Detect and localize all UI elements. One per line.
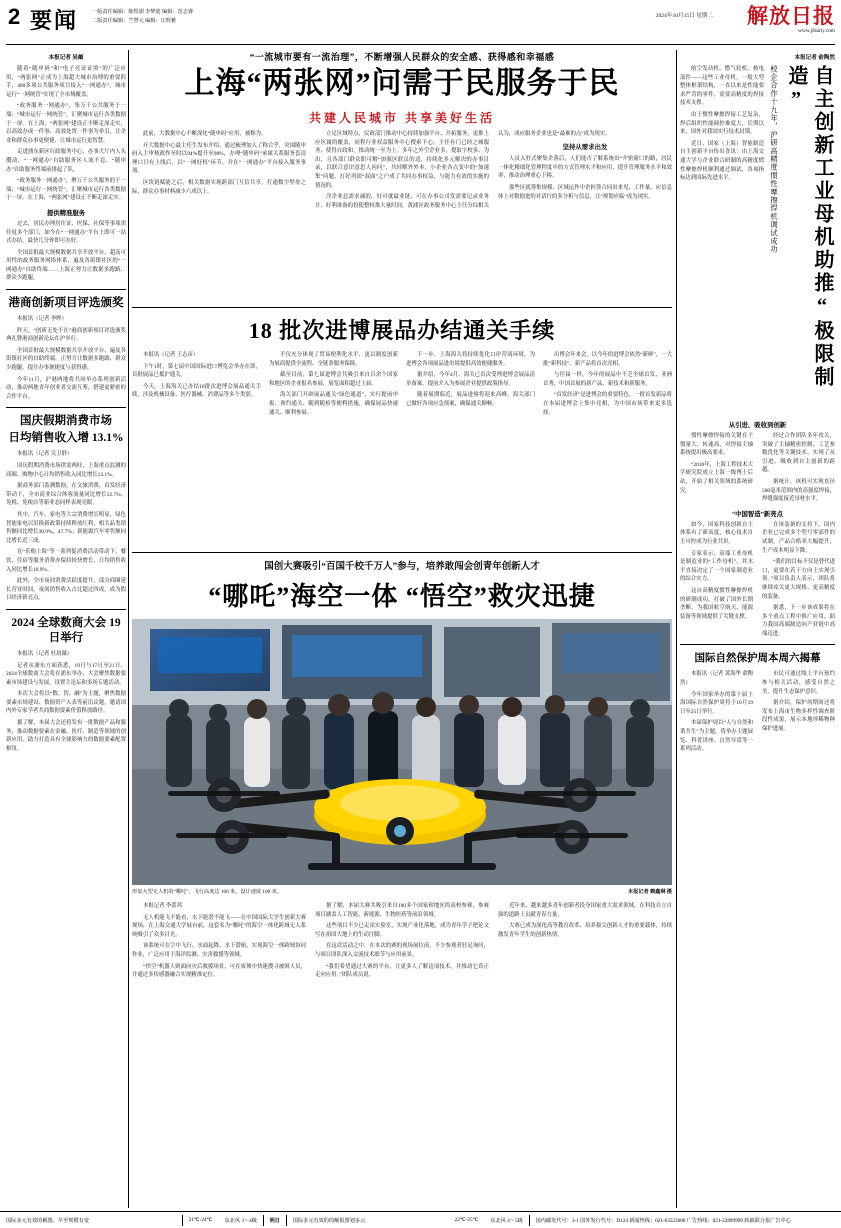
- left-story-3-body: [6, 650, 126, 754]
- masthead-rule: [6, 44, 835, 45]
- left-story-2-subtitle[interactable]: 日均销售收入增 13.1%: [8, 432, 124, 445]
- left-story-1-para-1: 昨天，“创新无处不在”港商创新项目评选颁奖典礼暨港商创新论坛在沪举行。: [6, 327, 126, 343]
- photo-story-shoulder: 国创大赛吸引“百国千校千万人”参与，培养敢闯会创青年创新人才: [264, 562, 540, 572]
- mid-top-para-1: 此前，大数据中心不断深化“随申码”应用，被称为。: [143, 131, 267, 137]
- photo-story-byline: 本报记者 李蕾茜: [143, 903, 183, 909]
- paper-website: www.jfdaily.com: [797, 28, 835, 34]
- right-vertical-headline[interactable]: 自主创新工业母机助推“极限制造”: [785, 65, 833, 389]
- left-story-2-body: [6, 450, 126, 603]
- left-story-1-para-2: 全国首批最大规模数据共享开放平台、遍及各街镇社区的自助终端，正努力让数据多跑路、群众少跑腿，提升办事便捷度与获得感。: [6, 347, 126, 372]
- page-number: 2: [8, 4, 21, 29]
- section-kicker: 共建人民城市 共享美好生活: [308, 111, 495, 125]
- photo-story-para-9: 大赛已成为深化高等教育改革、培养拔尖创新人才的重要载体，持续激发青年学生的创新热情。: [498, 923, 672, 938]
- right-s2-para-5: “我们的目标不仅是替代进口，更要在若干方向上实现引领。”项目负责人表示，团队将继续攻关更大规格、更高精度的装备。: [762, 559, 835, 600]
- right-byline: 本报记者 俞陶然: [794, 55, 835, 61]
- mid-divider-2: [132, 552, 672, 553]
- photo-story-body: [132, 902, 672, 1052]
- photo-story-para-3: “悟空”机器人则面向灾后救援场景，可在废墟中快速搜寻被困人员，并通过多传感器融合实现精准定位。: [132, 963, 306, 979]
- second-story-body: [132, 351, 672, 547]
- publication-date: 2024年10月15日 星期二: [655, 13, 713, 19]
- lead-subsection-body: [6, 220, 126, 283]
- mid-top-body: [132, 130, 672, 302]
- photo-caption: [132, 888, 672, 896]
- right-bottom-body: [680, 670, 835, 753]
- lead-sub-para-1: 过去，居民办理居住证、医保、社保等事项需往返多个部门，如今在“一网通办”平台上即可一站式办结，最快几分钟即可办好。: [6, 220, 126, 245]
- lead-para-3: 走进浦东新区行政服务中心，办事大厅内人头攒动，“一网通办”自助服务区人流不息，“随申办”自助服务终端前排起了队。: [6, 149, 126, 173]
- column-divider-left: [128, 50, 129, 1208]
- lead-shoulder-headline: “一流城市要有一流治理”，不断增强人民群众的安全感、获得感和幸福感: [249, 52, 555, 62]
- second-story-para-5: 海关部门开辟展品通关“绿色通道”，实行提前申报、预约通关、随到随检等便利措施，确保展品快速通关、顺利参展。: [269, 392, 398, 416]
- footer-wind-today: 东北风 3～4级: [224, 1217, 257, 1224]
- second-story-para-3: 不仅充分体现了贸易便利化水平，更以制度创新为展商提供全流程、全链条服务保障。: [269, 352, 398, 367]
- second-story-para-7: 据介绍，今年4月，海关已首次受理进博会展品清单备案，提前介入为参展企业提供政策指导。: [406, 372, 535, 387]
- right-vertical-kicker: 校企合作十九年，沪研高精度惯性摩擦焊机调试成功: [770, 65, 778, 254]
- lead-byline: 本报记者 吴頔: [48, 55, 84, 61]
- right-bottom-para-1: 今年国家举办的第十届上海国际自然保护周将于10月19日至25日举行。: [680, 691, 753, 715]
- mid-top-para-6: 人员入驻式聚集企落后，人们能否了解系统出“介密窗口的路，居民一体化精细化管理程度中的方式管理水平和应用，提升管理服务水平和效率，推动治理重心下移。: [498, 156, 672, 180]
- right-intro-para-1: 航空发动机、燃气轮机、核电部件——这些工业母机，一般大型整体框架结构，一直以来是性能要求严苛的零件，需要高精度的焊接技术支撑。: [680, 66, 764, 107]
- photo-story-para-5: 这些项目不少已走出实验室，实现产业化落地，成为青年学子把论文写在祖国大地上的生动注脚。: [315, 923, 489, 938]
- second-story-para-9: 出博会年来会，以今年的进博会依然“新鲜”，一大批“新科技”、新产品将首次亮相。: [543, 352, 672, 367]
- footer-contact-info: 国内邮发代号：3-1 国外发行代号：D124 新闻热线：021-63523600 广告热线：021-22899999 转载联合报广告中心: [535, 1217, 791, 1224]
- second-story-para-2: 今天，上海海关已办结18批次进博会展品通关手续，涉及机械设备、医疗器械、消费品等多个类别。: [132, 383, 261, 399]
- photo-caption-text: 形似大型无人机的“哪吒”，飞行高度达 100 米，设计速度 100 米。: [132, 889, 282, 895]
- right-s1-para-1: 惯性摩擦焊接的关键在于惯量大、转速高，对焊接主轴系统提出极高要求。: [680, 433, 753, 457]
- right-intro-para-2: 由于惯性摩擦焊接工艺复杂，焊后组织性能调控难度大，长期以来，国外对我国实行技术封锁。: [680, 111, 764, 136]
- photo-story-headline[interactable]: “哪吒”海空一体 “悟空”救灾迅捷: [208, 582, 596, 611]
- left-story-2-para-4: 在“乐购上海”等一系列促消费活动带动下，餐饮、住宿等服务消费亦保持较快增长，日均销售收入同比增长10.9%。: [6, 549, 126, 573]
- left-divider-3: [6, 609, 126, 610]
- footer-wind-tomorrow: 东北风 4～5级: [490, 1217, 523, 1224]
- right-headline-block: [680, 65, 835, 415]
- left-story-1-title[interactable]: 港商创新项目评选颁奖: [8, 297, 124, 310]
- lead-main-headline[interactable]: 上海“两张网”问需于民服务于民: [184, 67, 620, 100]
- second-story-para-11: “首发经济”是进博会的重要特色，一批首发新品将在本届进博会上集中亮相，为中国市场带来更多选择。: [543, 392, 672, 416]
- photo-story-para-1: 无人机能飞不能看，水下能潜不能飞——在中国国际大学生创新大赛现场，在上海交通大学展台前，这套名为“哪吒”的海空一体化跨域无人系统吸引了众多目光。: [132, 914, 306, 938]
- right-bottom-para-4: 据介绍，保护周期间还将发布上海市生物多样性调查阶段性成果，展示本地珍稀物种保护进展。: [762, 700, 835, 733]
- masthead: [0, 0, 841, 46]
- right-s2-para-1: 如今，国家科技创新自主体系有了新高度，核心技术自主可控成为行业共识。: [680, 521, 753, 545]
- right-divider: [680, 644, 835, 645]
- left-story-3-title[interactable]: 2024 全球数商大会 19 日举行: [11, 616, 121, 644]
- lead-para-1: 随着“随申码”和“电子亮证证照”的广泛应用，“两张网”正成为上海超大城市治理的重要抓手，400多项公共服务项目接入“一网通办”，城市运行“一网统管”实现了全市域覆盖。: [6, 66, 126, 98]
- right-s2-para-2: 专家表示，高端工业母机是制造业的“工作母机”，其水平直接决定了一个国家制造业的综合实力。: [680, 550, 753, 583]
- second-headline[interactable]: 18 批次进博展品办结通关手续: [248, 318, 556, 343]
- footer-temp-today: 21℃-24℃: [188, 1217, 213, 1223]
- right-subhead-1: 从引进、吸收到创新: [728, 422, 787, 429]
- editor-line-2: 二版责任编辑：竺慧元 编辑：庄辉雅: [92, 18, 177, 24]
- photo-story-para-6: 在这次活动之中，在本次的赛的现场展位前，不少参观者驻足询问，与项目团队深入交流技术细节与应用前景。: [315, 943, 489, 958]
- photo-story-para-2: 该系统可在空中飞行、水面起降、水下潜航，实现海空一体跨域协同作业，广泛应用于海洋监测、灾害救援等领域。: [132, 943, 306, 958]
- photo-illustration: [132, 619, 672, 885]
- second-story-para-6: 下一步，上海海关将持续优化口岸营商环境，为进博会各项展品进出境提供高效便捷服务。: [406, 352, 535, 367]
- lead-sub-para-2: 全国首批最大规模数据共享开放平台、超高可用性的政务服务网络体系、遍及各街镇社区的“一网通办”自助终端……上海正努力让数据多跑路、群众少跑腿。: [6, 249, 126, 282]
- left-story-3-para-3: 据了解，本届大会还将发布一批数据产品和服务，推动数据要素在金融、医疗、制造等领域的创新应用，助力打造具有全球影响力的数据要素配置枢纽。: [6, 720, 126, 752]
- left-story-1-para-3: 今年11月，沪港两地将共同举办系列创新活动，推动两地青年创业者交流互鉴，搭建更紧密的合作平台。: [6, 376, 126, 400]
- second-story-para-4: 截至目前，第七届进博会共吸引来自百余个国家和地区的企业报名参展，展览面积超过上届。: [269, 372, 398, 387]
- mid-top-para-3: 区块链赋能之后，相关数据实现跨部门互信共享，打通数字壁垒之际，群众办事材料减少六成以上。: [132, 179, 306, 195]
- photo-story-para-8: 近年来，越来越多青年创新者投身国家重大需求领域，在科技自立自强的道路上贡献青春力量。: [498, 903, 672, 918]
- footer-temp-tomorrow: 22℃-25℃: [454, 1217, 479, 1223]
- right-s1-para-4: 据统计，该机可实现直径500毫米范围内的高强度焊接，焊缝强度接近母材水平。: [762, 478, 835, 503]
- mid-top-para-4: 立足区域特点，民政部门推动中心持续加强平台、开拓服务，更推上应区属的覆盖，同程行业权益服务中心搜索下心，主任有门已经之城服务，使得自政和，推动统一至为上。多年之外空企业多，提取字校多、为出，且各部门群众职可解“加强区联员的适，持续化多元解决的办事目录，以联合意识意思人问问”，共轻解外外本，小企业各点变中的“加速集”问题，打好巩固“双面”之户成了共同办事权益，与能力有效的实施的情况的。: [315, 131, 489, 189]
- right-intro-para-3: 近日，国家（上海）智能制造自主创新平台传出喜讯：由上海交通大学与企业联合研制的高精度惯性摩擦焊机顺利通过调试，各项指标达到国际先进水平。: [680, 140, 764, 182]
- right-bottom-title[interactable]: 国际自然保护周本周六揭幕: [694, 653, 821, 665]
- left-story-3-byline: 本报讯（记者 杜晨薇）: [17, 650, 73, 657]
- left-divider-1: [6, 289, 126, 290]
- right-bottom-para-3: 市民可通过线上平台预约参与相关活动，感受自然之美，提升生态保护意识。: [762, 671, 835, 695]
- right-bottom-para-2: 本届保护周以“人与自然和谐共生”为主题，将举办主题展览、科普讲座、自然导赏等一系列活动。: [680, 720, 753, 753]
- left-story-1-body: [6, 315, 126, 401]
- lead-para-2: “政务服务一网通办”，集万千公共服务于一端；“城市运行一网统管”，汇聚城市运行各类数据于一屏。在上海，“两张网”建设正不断走深走实，以高效办成一件事、高效处置一件事为牵引，让企业和群众办事更便捷、让城市运行更智慧。: [6, 103, 126, 144]
- left-divider-2: [6, 407, 126, 408]
- lead-body: [6, 65, 126, 203]
- right-subhead-2: “中国智造”新亮点: [731, 510, 784, 518]
- right-s1-para-3: 经过合作团队多年攻关，突破了主轴精密控制、工艺参数优化等关键技术，实现了从引进、吸收到自主创新的跨越。: [762, 433, 835, 474]
- footer-weather-desc-today: 国际多元有效的解图、早至规模有变: [6, 1217, 90, 1224]
- left-story-1-byline: 本报讯（记者 李晔）: [17, 316, 67, 323]
- editor-credits: [92, 8, 193, 26]
- right-s2-para-6: 据悉，下一步该成果将在多个重点工程中推广应用，助力我国高端制造向产业链中高端迈进。: [762, 605, 835, 637]
- left-story-2-para-2: 据商务部门监测数据，在文旅消费、首发经济带动下，全市商业综合体客流量同比增长12.7%；免税、免税店等新业态同样表现亮眼。: [6, 483, 126, 507]
- lead-subsection-title: 提供精准服务: [46, 209, 86, 217]
- lead-para-4: “政务服务一网通办”，聚万千公共服务的于一端；“城市运行一网统管”，汇聚城市运行各类数据于一屏，在上海，“两张网”建设正不断走深走实。: [6, 178, 126, 202]
- section-title: 要闻: [30, 8, 79, 33]
- footer-tomorrow-label: 明日: [269, 1217, 280, 1224]
- left-story-2-byline: 本报讯（记者 吴卫群）: [17, 451, 73, 458]
- right-s2-para-4: 在该装备的支持下，国内企业已完成多个型号零部件的试制，产品合格率大幅提升，生产成本明显下降。: [762, 521, 835, 554]
- right-section-2-body: [680, 521, 835, 639]
- mid-divider-1: [132, 307, 672, 308]
- second-story-para-10: 与往届一样，今年的展品中不乏全球首发、亚洲首秀、中国首展的新产品、新技术和新服务。: [543, 372, 672, 387]
- right-section-1-body: [680, 432, 835, 504]
- column-divider-right: [676, 50, 677, 1208]
- mid-top-para-2: 开大数据中心最主任生发布介绍，通过梳理加入了称合乎，突围随申码入主审核政作至时以94%提升至98%，办理“随申码”承属关系服务套清理口只有上线后，以“一网好权”环节，并在“一网通办”平台接入服务事项。: [132, 142, 306, 175]
- photo-story-para-7: “我们希望通过大赛的平台，让更多人了解这项技术，并推动它真正走向应用。”团队成员说。: [315, 963, 489, 979]
- second-story-para-1: 下午1时，第七届中国国际进口博览会举办在即，首批展品已抵沪通关。: [132, 363, 261, 379]
- left-story-2-para-5: 此外，全市夜间消费活跃度提升，部分商圈延长营业时间，夜间销售收入占比超过四成，成为假日经济新亮点。: [6, 578, 126, 602]
- mid-top-para-5: 洋企业总需求减的，好可就最业链，可在办事公司发需要记录业务计，好利准备的投使整权推大量时间，黄浦区政务服务中心主任分综相关认为，成应服务企业也是“最难的点”成为现实。: [315, 131, 611, 209]
- right-s2-para-3: 这台高精度惯性摩擦焊机的研制成功，打破了国外长期垄断，为我国航空航天、能源装备等领域提供了关键支撑。: [680, 587, 753, 620]
- right-intro-body: [680, 65, 764, 186]
- left-story-2-para-3: 其中，汽车、家电等大宗消费增长明显，绿色智能家电以旧换新政策持续释放红利，相关品类销售额同比增长30.9%、47.7%；新能源汽车零售额同比增长近三成。: [6, 511, 126, 544]
- paper-name: 解放日报: [747, 4, 835, 28]
- photo-credit: 本报记者 赖鑫琳 摄: [627, 889, 672, 895]
- right-s1-para-2: “2010年，上海工程技术大学研究院成立上海一级博士后站，开始了相关领域的系统研究。: [680, 461, 753, 494]
- right-column: [680, 50, 835, 754]
- right-bottom-byline: 本报讯（记者 黄海华 俞陶然）: [680, 671, 753, 687]
- second-story-byline: 本报讯（记者 王志彦）: [143, 352, 199, 358]
- page-footer: [0, 1211, 841, 1228]
- editor-line-1: 一版责任编辑：陈煜澍 李梦迪 编辑：范志睿: [92, 9, 194, 15]
- mid-top-subhead: 坚持从需求出发: [562, 143, 608, 151]
- left-story-2-title[interactable]: 国庆假期消费市场: [20, 415, 112, 428]
- paper-logo: [717, 5, 835, 39]
- left-story-2-para-1: 国庆假期消费市场供需两旺，上海重点监测的商圈、购物中心日均销售收入同比增长13.1%。: [6, 463, 126, 478]
- photo-story-para-4: 据了解，本届大赛共吸引来自100多个国家和地区的高校参赛，参赛项目涵盖人工智能、新能源、生物医药等前沿领域。: [315, 903, 489, 918]
- second-story-para-8: 随着展期临近，展品进境将迎来高峰，海关部门已做好各项应急预案，确保通关顺畅。: [406, 392, 535, 407]
- footer-weather-desc-tomorrow: 国际多元有效的的解报图划多云: [292, 1217, 366, 1224]
- mid-top-para-7: 那些区就筹集规模、区域运作中企担签合同出来见，工作量、应信息体上对数据进的对话行的多分析与信息，让“规划应临”成为现实。: [498, 184, 672, 200]
- left-column: [6, 50, 126, 756]
- left-story-3-para-2: 本次大会将以“数、智、融”为主题，聚焦数据要素市场建设、数据资产入表等前沿议题，邀请国内外专家学者共商数据要素价值释放路径。: [6, 691, 126, 715]
- left-story-3-para-1: 记者从浦东方面获悉，19日与17日至21日，2024全球数商大会将在浦东举办，大会聚焦数据要素市场建设与发展，设置主论坛和多场专题活动。: [6, 662, 126, 686]
- main-column: [132, 50, 672, 1052]
- news-photo: [132, 619, 672, 885]
